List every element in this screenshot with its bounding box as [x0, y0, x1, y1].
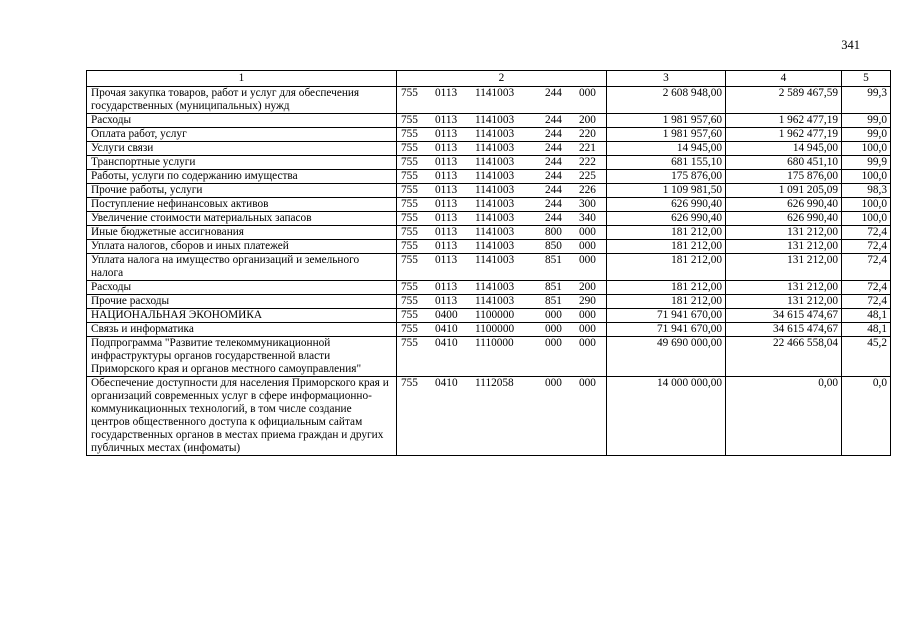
- code-section: 0113: [435, 281, 458, 293]
- code-target: 1141003: [475, 114, 515, 126]
- code-kosgu: 000: [579, 226, 596, 238]
- row-name: Увеличение стоимости материальных запасов: [87, 212, 397, 226]
- row-planned: 181 212,00: [607, 295, 726, 309]
- code-ministry: 755: [401, 142, 418, 154]
- code-kosgu: 300: [579, 198, 596, 210]
- row-name: Транспортные услуги: [87, 156, 397, 170]
- header-col-4: 4: [726, 71, 842, 87]
- table-body: [87, 87, 891, 456]
- row-planned: 71 941 670,00: [607, 323, 726, 337]
- code-section: 0400: [435, 309, 458, 321]
- row-executed: 22 466 558,04: [726, 337, 842, 377]
- row-executed: 34 615 474,67: [726, 323, 842, 337]
- row-percent: 0,0: [842, 377, 891, 456]
- row-percent: 45,2: [842, 337, 891, 377]
- code-target: 1141003: [475, 254, 515, 266]
- row-codes: [397, 170, 607, 184]
- budget-table: [86, 70, 891, 456]
- row-percent: 48,1: [842, 323, 891, 337]
- row-percent: 100,0: [842, 170, 891, 184]
- code-section: 0113: [435, 254, 458, 266]
- code-target: 1141003: [475, 184, 515, 196]
- code-ministry: 755: [401, 156, 418, 168]
- code-kosgu: 222: [579, 156, 596, 168]
- code-target: 1141003: [475, 142, 515, 154]
- row-codes: [397, 281, 607, 295]
- row-executed: 14 945,00: [726, 142, 842, 156]
- row-name: Расходы: [87, 281, 397, 295]
- code-kosgu: 221: [579, 142, 596, 154]
- row-codes: [397, 254, 607, 281]
- code-target: 1141003: [475, 281, 515, 293]
- row-planned: 626 990,40: [607, 198, 726, 212]
- row-codes: [397, 212, 607, 226]
- code-kosgu: 000: [579, 377, 596, 389]
- row-planned: 181 212,00: [607, 254, 726, 281]
- code-ministry: 755: [401, 281, 418, 293]
- code-section: 0113: [435, 212, 458, 224]
- code-ministry: 755: [401, 226, 418, 238]
- row-executed: 626 990,40: [726, 198, 842, 212]
- code-ministry: 755: [401, 377, 418, 389]
- code-kosgu: 000: [579, 323, 596, 335]
- row-executed: 175 876,00: [726, 170, 842, 184]
- table-row: [87, 87, 891, 114]
- header-col-2: 2: [397, 71, 607, 87]
- row-name: Подпрограмма "Развитие телекоммуникационной инфраструктуры органов государственной власти Приморского края и органов местного самоуправления": [87, 337, 397, 377]
- table-row: [87, 128, 891, 142]
- code-kosgu: 340: [579, 212, 596, 224]
- code-section: 0113: [435, 87, 458, 99]
- row-name: Иные бюджетные ассигнования: [87, 226, 397, 240]
- row-codes: [397, 337, 607, 377]
- code-type: 244: [545, 128, 562, 140]
- code-target: 1141003: [475, 87, 515, 99]
- code-kosgu: 290: [579, 295, 596, 307]
- code-section: 0113: [435, 156, 458, 168]
- row-planned: 1 981 957,60: [607, 128, 726, 142]
- row-codes: [397, 323, 607, 337]
- code-section: 0113: [435, 184, 458, 196]
- code-kosgu: 000: [579, 240, 596, 252]
- row-name: Уплата налога на имущество организаций и земельного налога: [87, 254, 397, 281]
- code-section: 0113: [435, 226, 458, 238]
- code-section: 0113: [435, 198, 458, 210]
- row-percent: 100,0: [842, 198, 891, 212]
- row-name: Прочие расходы: [87, 295, 397, 309]
- row-executed: 131 212,00: [726, 295, 842, 309]
- row-executed: 131 212,00: [726, 226, 842, 240]
- code-type: 244: [545, 142, 562, 154]
- row-planned: 681 155,10: [607, 156, 726, 170]
- row-name: Оплата работ, услуг: [87, 128, 397, 142]
- code-kosgu: 200: [579, 281, 596, 293]
- row-planned: 175 876,00: [607, 170, 726, 184]
- table-row: [87, 323, 891, 337]
- row-codes: [397, 87, 607, 114]
- row-name: Связь и информатика: [87, 323, 397, 337]
- header-row: [87, 71, 891, 87]
- header-col-1: 1: [87, 71, 397, 87]
- row-name: Услуги связи: [87, 142, 397, 156]
- code-ministry: 755: [401, 240, 418, 252]
- code-section: 0410: [435, 323, 458, 335]
- code-target: 1141003: [475, 128, 515, 140]
- row-executed: 1 962 477,19: [726, 114, 842, 128]
- table-row: [87, 377, 891, 456]
- code-target: 1110000: [475, 337, 514, 349]
- code-type: 244: [545, 198, 562, 210]
- code-type: 851: [545, 254, 562, 266]
- row-codes: [397, 198, 607, 212]
- row-executed: 1 091 205,09: [726, 184, 842, 198]
- row-codes: [397, 128, 607, 142]
- table-row: [87, 254, 891, 281]
- table-row: [87, 114, 891, 128]
- row-codes: [397, 295, 607, 309]
- code-section: 0113: [435, 295, 458, 307]
- row-planned: 14 945,00: [607, 142, 726, 156]
- row-codes: [397, 114, 607, 128]
- code-ministry: 755: [401, 184, 418, 196]
- code-ministry: 755: [401, 87, 418, 99]
- code-section: 0410: [435, 337, 458, 349]
- row-percent: 72,4: [842, 295, 891, 309]
- row-percent: 99,0: [842, 128, 891, 142]
- row-name: Прочая закупка товаров, работ и услуг для обеспечения государственных (муниципальных) нужд: [87, 87, 397, 114]
- row-codes: [397, 156, 607, 170]
- row-planned: 181 212,00: [607, 240, 726, 254]
- code-kosgu: 000: [579, 309, 596, 321]
- row-codes: [397, 240, 607, 254]
- code-type: 000: [545, 309, 562, 321]
- code-section: 0113: [435, 170, 458, 182]
- table-row: [87, 281, 891, 295]
- row-planned: 181 212,00: [607, 281, 726, 295]
- code-ministry: 755: [401, 323, 418, 335]
- row-codes: [397, 184, 607, 198]
- row-percent: 98,3: [842, 184, 891, 198]
- table-row: [87, 142, 891, 156]
- code-type: 244: [545, 184, 562, 196]
- table-row: [87, 170, 891, 184]
- row-codes: [397, 226, 607, 240]
- row-percent: 48,1: [842, 309, 891, 323]
- code-type: 800: [545, 226, 562, 238]
- row-executed: 680 451,10: [726, 156, 842, 170]
- code-type: 851: [545, 281, 562, 293]
- table-row: [87, 295, 891, 309]
- row-name: Обеспечение доступности для населения Приморского края и организаций современных услуг в сфере информационно-коммуникационных технологий, в том числе создание центров общественного доступа к официальным сайтам государственных органов в местах приема граждан и других публичных местах (инфоматы): [87, 377, 397, 456]
- code-kosgu: 220: [579, 128, 596, 140]
- code-target: 1141003: [475, 156, 515, 168]
- row-planned: 71 941 670,00: [607, 309, 726, 323]
- table-row: [87, 337, 891, 377]
- row-name: Прочие работы, услуги: [87, 184, 397, 198]
- row-planned: 49 690 000,00: [607, 337, 726, 377]
- row-percent: 72,4: [842, 226, 891, 240]
- row-executed: 1 962 477,19: [726, 128, 842, 142]
- row-planned: 181 212,00: [607, 226, 726, 240]
- row-percent: 72,4: [842, 254, 891, 281]
- row-codes: [397, 377, 607, 456]
- code-section: 0113: [435, 240, 458, 252]
- code-kosgu: 226: [579, 184, 596, 196]
- code-type: 244: [545, 212, 562, 224]
- row-name: Уплата налогов, сборов и иных платежей: [87, 240, 397, 254]
- code-ministry: 755: [401, 337, 418, 349]
- row-executed: 131 212,00: [726, 240, 842, 254]
- row-executed: 2 589 467,59: [726, 87, 842, 114]
- code-target: 1100000: [475, 309, 515, 321]
- row-name: Поступление нефинансовых активов: [87, 198, 397, 212]
- code-target: 1141003: [475, 295, 515, 307]
- code-section: 0410: [435, 377, 458, 389]
- row-percent: 100,0: [842, 212, 891, 226]
- row-name: НАЦИОНАЛЬНАЯ ЭКОНОМИКА: [87, 309, 397, 323]
- code-kosgu: 200: [579, 114, 596, 126]
- code-section: 0113: [435, 142, 458, 154]
- code-target: 1141003: [475, 226, 515, 238]
- row-percent: 72,4: [842, 240, 891, 254]
- code-target: 1112058: [475, 377, 514, 389]
- code-ministry: 755: [401, 128, 418, 140]
- code-kosgu: 000: [579, 87, 596, 99]
- row-executed: 34 615 474,67: [726, 309, 842, 323]
- row-executed: 131 212,00: [726, 254, 842, 281]
- row-planned: 2 608 948,00: [607, 87, 726, 114]
- row-executed: 0,00: [726, 377, 842, 456]
- table-row: [87, 226, 891, 240]
- table-row: [87, 309, 891, 323]
- row-planned: 626 990,40: [607, 212, 726, 226]
- row-name: Расходы: [87, 114, 397, 128]
- row-executed: 131 212,00: [726, 281, 842, 295]
- row-planned: 1 109 981,50: [607, 184, 726, 198]
- code-target: 1141003: [475, 198, 515, 210]
- table-row: [87, 198, 891, 212]
- row-percent: 99,0: [842, 114, 891, 128]
- code-ministry: 755: [401, 170, 418, 182]
- row-codes: [397, 309, 607, 323]
- row-executed: 626 990,40: [726, 212, 842, 226]
- code-type: 244: [545, 87, 562, 99]
- table-row: [87, 212, 891, 226]
- code-type: 244: [545, 170, 562, 182]
- code-section: 0113: [435, 114, 458, 126]
- header-col-3: 3: [607, 71, 726, 87]
- code-ministry: 755: [401, 114, 418, 126]
- page-number: 341: [841, 38, 860, 52]
- table-row: [87, 184, 891, 198]
- code-target: 1141003: [475, 212, 515, 224]
- code-type: 850: [545, 240, 562, 252]
- code-section: 0113: [435, 128, 458, 140]
- code-ministry: 755: [401, 309, 418, 321]
- table-row: [87, 156, 891, 170]
- row-planned: 14 000 000,00: [607, 377, 726, 456]
- code-type: 000: [545, 337, 562, 349]
- row-name: Работы, услуги по содержанию имущества: [87, 170, 397, 184]
- code-target: 1141003: [475, 240, 515, 252]
- row-percent: 99,3: [842, 87, 891, 114]
- row-percent: 72,4: [842, 281, 891, 295]
- code-kosgu: 000: [579, 337, 596, 349]
- code-target: 1100000: [475, 323, 515, 335]
- row-planned: 1 981 957,60: [607, 114, 726, 128]
- code-target: 1141003: [475, 170, 515, 182]
- code-ministry: 755: [401, 254, 418, 266]
- code-ministry: 755: [401, 198, 418, 210]
- code-type: 000: [545, 323, 562, 335]
- code-type: 000: [545, 377, 562, 389]
- row-percent: 100,0: [842, 142, 891, 156]
- code-type: 851: [545, 295, 562, 307]
- table-row: [87, 240, 891, 254]
- header-col-5: 5: [842, 71, 891, 87]
- row-percent: 99,9: [842, 156, 891, 170]
- code-kosgu: 225: [579, 170, 596, 182]
- row-codes: [397, 142, 607, 156]
- code-type: 244: [545, 156, 562, 168]
- code-type: 244: [545, 114, 562, 126]
- code-ministry: 755: [401, 212, 418, 224]
- code-kosgu: 000: [579, 254, 596, 266]
- code-ministry: 755: [401, 295, 418, 307]
